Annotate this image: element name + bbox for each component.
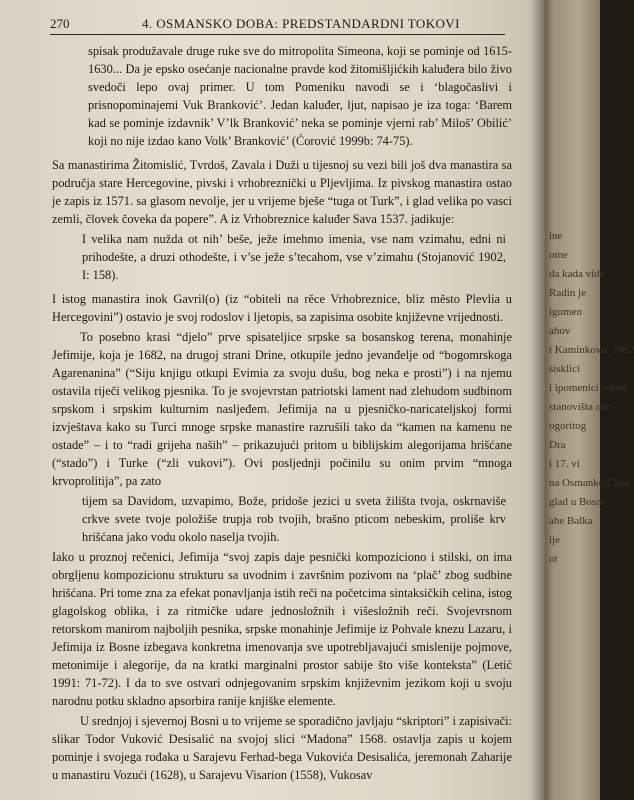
page-number: 270	[50, 16, 70, 31]
facing-page-text: glad u Bosni	[549, 496, 605, 508]
paragraph: To posebno krasi “djelo” prve spisateljice srpske sa bosanskog terena, monahinje Jefimije, koja je 1682, na drugoj strani Drine, otkupile jedno jevanđelje od “bogomrskoga Agarenanina” (“Siju knjigu otkupi Evimia za svoju dušu, bog neka e prosti”) i na njemu ostavila riječi velikog pjesnika. To je svojevrstan patriotski lament nad zlehudom sudbinom srpskom i srpskim kulturnim nasljeđem. Jefimija na u pjesničko-naricateljskoj formi izvještava kako su Turci mnoge srpske manastire razrušili tako da “kamen na kamenu ne ostade” – i to “radi grijeha naših” – prikazujući pritom u biblijskim alegorijama hrišćane (“stado”) i Turke (“zli vukovi”). Ovi posljednji počinilu su onim prvim “mnoga krvoprolitija”, pa zato	[52, 330, 512, 488]
facing-page-text: i 17. vi	[549, 458, 580, 470]
facing-page-text: ome	[549, 249, 568, 261]
facing-page-text: na Osmanko Carst	[549, 477, 631, 489]
facing-page-text: da kada vide	[549, 268, 605, 280]
facing-page-text: ahov	[549, 325, 571, 337]
facing-page-edge	[545, 0, 634, 800]
running-title: 4. OSMANSKO DOBA: PREDSTANDARDNI TOKOVI	[142, 16, 460, 31]
block-quote: I velika nam nužda ot nih’ beše, ježe imehmo imenia, vse nam vzimahu, edni ni prihodešte, a druzi othodešte, i v’se ježe s’tecahom, vse v’zimahu (Stojanović 1902, I: 158).	[82, 232, 506, 282]
facing-page-text: ogoritog	[549, 420, 587, 432]
paragraph: spisak produžavale druge ruke sve do mitropolita Simeona, koji se pominje od 1615-1630... Da je epsko osećanje nacionalne pravde kod žitomišljićkih kaluđera bilo živo svedoči lepo ovaj primer. U tom Pomeniku navodi se i ‘blagočaslivi i prisnopominajemi Vuk Branković’. Jedan kaluđer, ljut, napisao je iza toga: ‘Barem kad se pominje izdavnik’ V’lk Branković’ neka se pominje vjerni rab’ Miloš’ Obilić’ koji no nije izdao kano Volk’ Branković’ (Ćorović 1999b: 74-75).	[88, 44, 512, 148]
page-header	[50, 12, 505, 35]
facing-page-text: stanovišta ono	[549, 401, 613, 413]
block-quote: tijem sa Davidom, uzvapimo, Bože, pridoše jezici u sveta žilišta tvoja, oskrnaviše crkve svete tvoje položiše trupja rob tvojih, brašno pticom nebeskim, proliše krv hrišćana jako vodu okolo naselja tvojih.	[82, 494, 506, 544]
facing-page-text: t Kaminković 1982	[549, 344, 634, 356]
page-body	[52, 42, 512, 786]
facing-page-text: sisklici	[549, 363, 581, 375]
facing-page-text: Dra	[549, 439, 566, 451]
paragraph: I istog manastira inok Gavril(o) (iz “obiteli na rěce Vrhobreznice, bliz město Plevlia u Hercegovini”) ostavio je svoj rodoslov i ljetopis, sa zapisima osobite književne vrijednosti.	[52, 292, 512, 324]
facing-page-text: Radin je	[549, 287, 586, 299]
facing-page-text: ahe Balka	[549, 515, 593, 527]
paragraph: Iako u proznoj rečenici, Jefimija “svoj zapis daje pesnički kompoziciono i stilski, on ima obrgljenu kompozicionu strukturu sa uvodnim i završnim pozivom na ‘plač’ zbog sudbine hrišćana. Pri tome zna za efekat ponavljanja istih reči na početcima sintaksičkih celina, istog glagolskog oblika, i za ritmičke udare jednosložnih i višesložnih reči. Svojevrsnom retorskom manirom najboljih pesnika, srpske monahinje Jefimije iz Pohvale knezu Lazaru, i Jefimija iz Bosne izbegava konkretna imenovanja sve upotrebljavajući smislenije pojmove, metonimije i alegorije, da na kratki marginalni prostor sabije što više konteksta” (Letić 1991: 71-72). I da to sve ostvari odnjegovanim srpskim književnim jezikom koji u svoju narodnu potku skladno apsorbira ranije knjiške elemente.	[52, 550, 512, 708]
paragraph: Sa manastirima Žitomislić, Tvrdoš, Zavala i Duži u tijesnoj su vezi bili još dva manastira sa područja stare Hercegovine, pivski i vrhobreznički u Pljevljima. Iz pivskog manastira ostao je zapis iz 1571. sa glasom nevolje, jer u vrijeme bješe “tuga ot Turk”, i glad velika po vasci zemli, človek čoveka da popere”. A iz Vrhobreznice kaluđer Sava 1537. jadikuje:	[52, 158, 512, 226]
facing-page-text: i ipomenici odred	[549, 382, 627, 394]
facing-page-text: ije	[549, 534, 560, 546]
facing-page-text: ot	[549, 553, 558, 565]
facing-page-text: ine	[549, 230, 563, 242]
facing-page-text: igumen	[549, 306, 582, 318]
paragraph: U srednjoj i sjevernoj Bosni u to vrijeme se sporadično javljaju “skriptori” i zapisivači: slikar Todor Vuković Desisalić na svojoj slici “Madona” 1568. ostavlja zapis u kojem pominje i svojega rođaka u Sarajevu Ferhad-bega Vukovića Desisalića, jeremonah Zaharije u manastiru Vozući (1628), u Sarajevu Visarion (1558), Vukosav	[52, 714, 512, 782]
